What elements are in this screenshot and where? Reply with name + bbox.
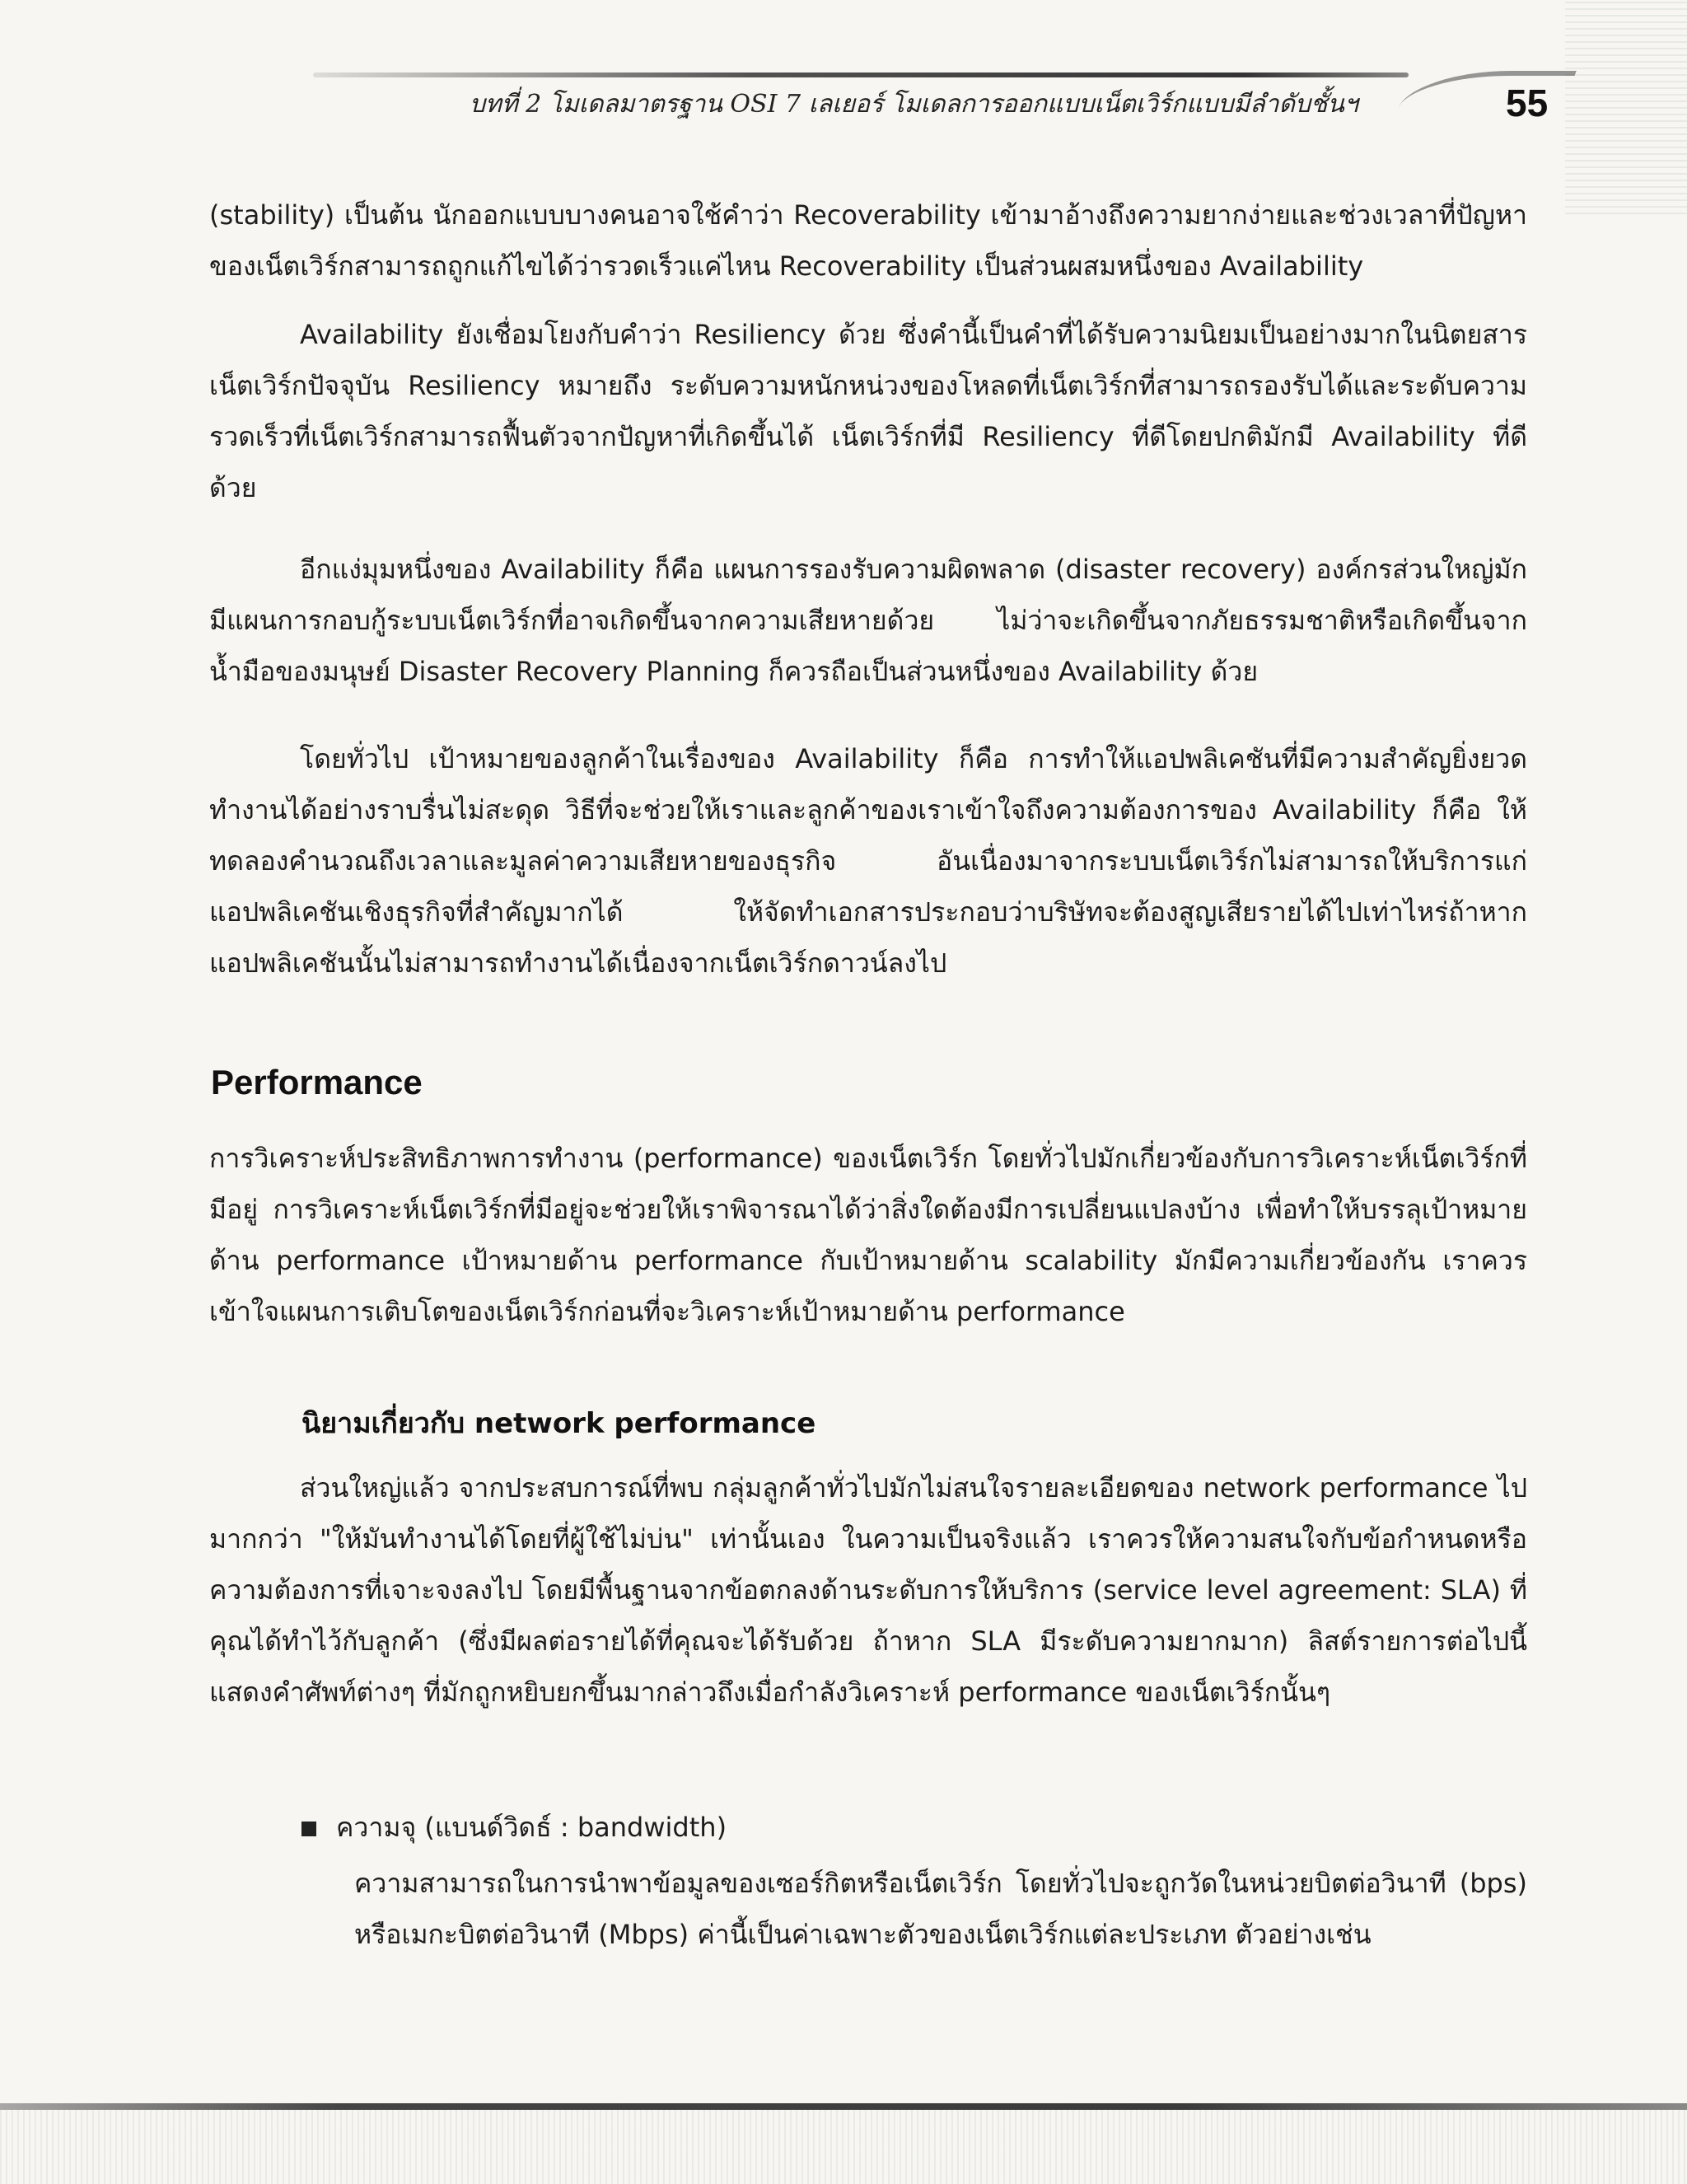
header-rule xyxy=(313,72,1409,77)
scan-noise xyxy=(1565,0,1687,214)
bullet-term: ความจุ (แบนด์วิดธ์ : bandwidth) xyxy=(336,1812,727,1843)
header-swoosh-decoration xyxy=(1389,71,1577,133)
bullet-item xyxy=(301,1807,727,1849)
paragraph-resiliency: Availability ยังเชื่อมโยงกับคำว่า Resiliency ด้วย ซึ่งคำนี้เป็นคำที่ได้รับความนิยมเป็นอย่างมากในนิตยสารเน็ตเวิร์กปัจจุบัน Resiliency หมายถึง ระดับความหนักหน่วงของโหลดที่เน็ตเวิร์กที่สามารถรองรับได้และระดับความรวดเร็วที่เน็ตเวิร์กสามารถฟื้นตัวจากปัญหาที่เกิดขึ้นได้ เน็ตเวิร์กที่มี Resiliency ที่ดีโดยปกติมักมี Availability ที่ดีด้วย xyxy=(209,319,1527,503)
paragraph-continued: (stability) เป็นต้น นักออกแบบบางคนอาจใช้คำว่า Recoverability เข้ามาอ้างถึงความยากง่ายและช่วงเวลาที่ปัญหาของเน็ตเวิร์กสามารถถูกแก้ไขได้ว่ารวดเร็วแค่ไหน Recoverability เป็นส่วนผสมหนึ่งของ Availability xyxy=(209,199,1527,282)
footer-rule xyxy=(0,2103,1687,2110)
performance-paragraph: การวิเคราะห์ประสิทธิภาพการทำงาน (performance) ของเน็ตเวิร์ก โดยทั่วไปมักเกี่ยวข้องกับการวิเคราะห์เน็ตเวิร์กที่มีอยู่ การวิเคราะห์เน็ตเวิร์กที่มีอยู่จะช่วยให้เราพิจารณาได้ว่าสิ่งใดต้องมีการเปลี่ยนแปลงบ้าง เพื่อทำให้บรรลุเป้าหมายด้าน performance เป้าหมายด้าน performance กับเป้าหมายด้าน scalability มักมีความเกี่ยวข้องกัน เราควรเข้าใจแผนการเติบโตของเน็ตเวิร์กก่อนที่จะวิเคราะห์เป้าหมายด้าน performance xyxy=(209,1143,1527,1327)
network-performance-paragraph: ส่วนใหญ่แล้ว จากประสบการณ์ที่พบ กลุ่มลูกค้าทั่วไปมักไม่สนใจรายละเอียดของ network performance ไปมากกว่า "ให้มันทำงานได้โดยที่ผู้ใช้ไม่บ่น" เท่านั้นเอง ในความเป็นจริงแล้ว เราควรให้ความสนใจกับข้อกำหนดหรือความต้องการที่เจาะจงลงไป โดยมีพื้นฐานจากข้อตกลงด้านระดับการให้บริการ (service level agreement: SLA) ที่คุณได้ทำไว้กับลูกค้า (ซึ่งมีผลต่อรายได้ที่คุณจะได้รับด้วย ถ้าหาก SLA มีระดับความยากมาก) ลิสต์รายการต่อไปนี้แสดงคำศัพท์ต่างๆ ที่มักถูกหยิบยกขึ้นมากล่าวถึงเมื่อกำลังวิเคราะห์ performance ของเน็ตเวิร์กนั้นๆ xyxy=(209,1472,1528,1708)
section-heading: Performance xyxy=(211,1063,423,1101)
bullet-square-icon xyxy=(301,1822,316,1836)
subsection-heading: นิยามเกี่ยวกับ network performance xyxy=(301,1407,816,1440)
bullet-description: ความสามารถในการนำพาข้อมูลของเซอร์กิตหรือเน็ตเวิร์ก โดยทั่วไปจะถูกวัดในหน่วยบิตต่อวินาที (bps) หรือเมกะบิตต่อวินาที (Mbps) ค่านี้เป็นค่าเฉพาะตัวของเน็ตเวิร์กแต่ละประเภท ตัวอย่างเช่น xyxy=(354,1868,1527,1950)
scan-noise-footer xyxy=(0,2110,1687,2184)
paragraph-availability-goal: โดยทั่วไป เป้าหมายของลูกค้าในเรื่องของ Availability ก็คือ การทำให้แอปพลิเคชันที่มีความสำคัญยิ่งยวดทำงานได้อย่างราบรื่นไม่สะดุด วิธีที่จะช่วยให้เราและลูกค้าของเราเข้าใจถึงความต้องการของ Availability ก็คือ ให้ทดลองคำนวณถึงเวลาและมูลค่าความเสียหายของธุรกิจ อันเนื่องมาจากระบบเน็ตเวิร์กไม่สามารถให้บริการแก่แอปพลิเคชันเชิงธุรกิจที่สำคัญมากได้ ให้จัดทำเอกสารประกอบว่าบริษัทจะต้องสูญเสียรายได้ไปเท่าไหร่ถ้าหากแอปพลิเคชันนั้นไม่สามารถทำงานได้เนื่องจากเน็ตเวิร์กดาวน์ลงไป xyxy=(209,743,1527,979)
running-head: บทที่ 2 โมเดลมาตรฐาน OSI 7 เลเยอร์ โมเดลการออกแบบเน็ตเวิร์กแบบมีลำดับชั้นฯ xyxy=(470,90,1358,119)
paragraph-disaster-recovery: อีกแง่มุมหนึ่งของ Availability ก็คือ แผนการรองรับความผิดพลาด (disaster recovery) องค์กรส่วนใหญ่มักมีแผนการกอบกู้ระบบเน็ตเวิร์กที่อาจเกิดขึ้นจากความเสียหายด้วย ไม่ว่าจะเกิดขึ้นจากภัยธรรมชาติหรือเกิดขึ้นจากน้ำมือของมนุษย์ Disaster Recovery Planning ก็ควรถือเป็นส่วนหนึ่งของ Availability ด้วย xyxy=(209,554,1527,687)
page-number: 55 xyxy=(1506,82,1549,124)
